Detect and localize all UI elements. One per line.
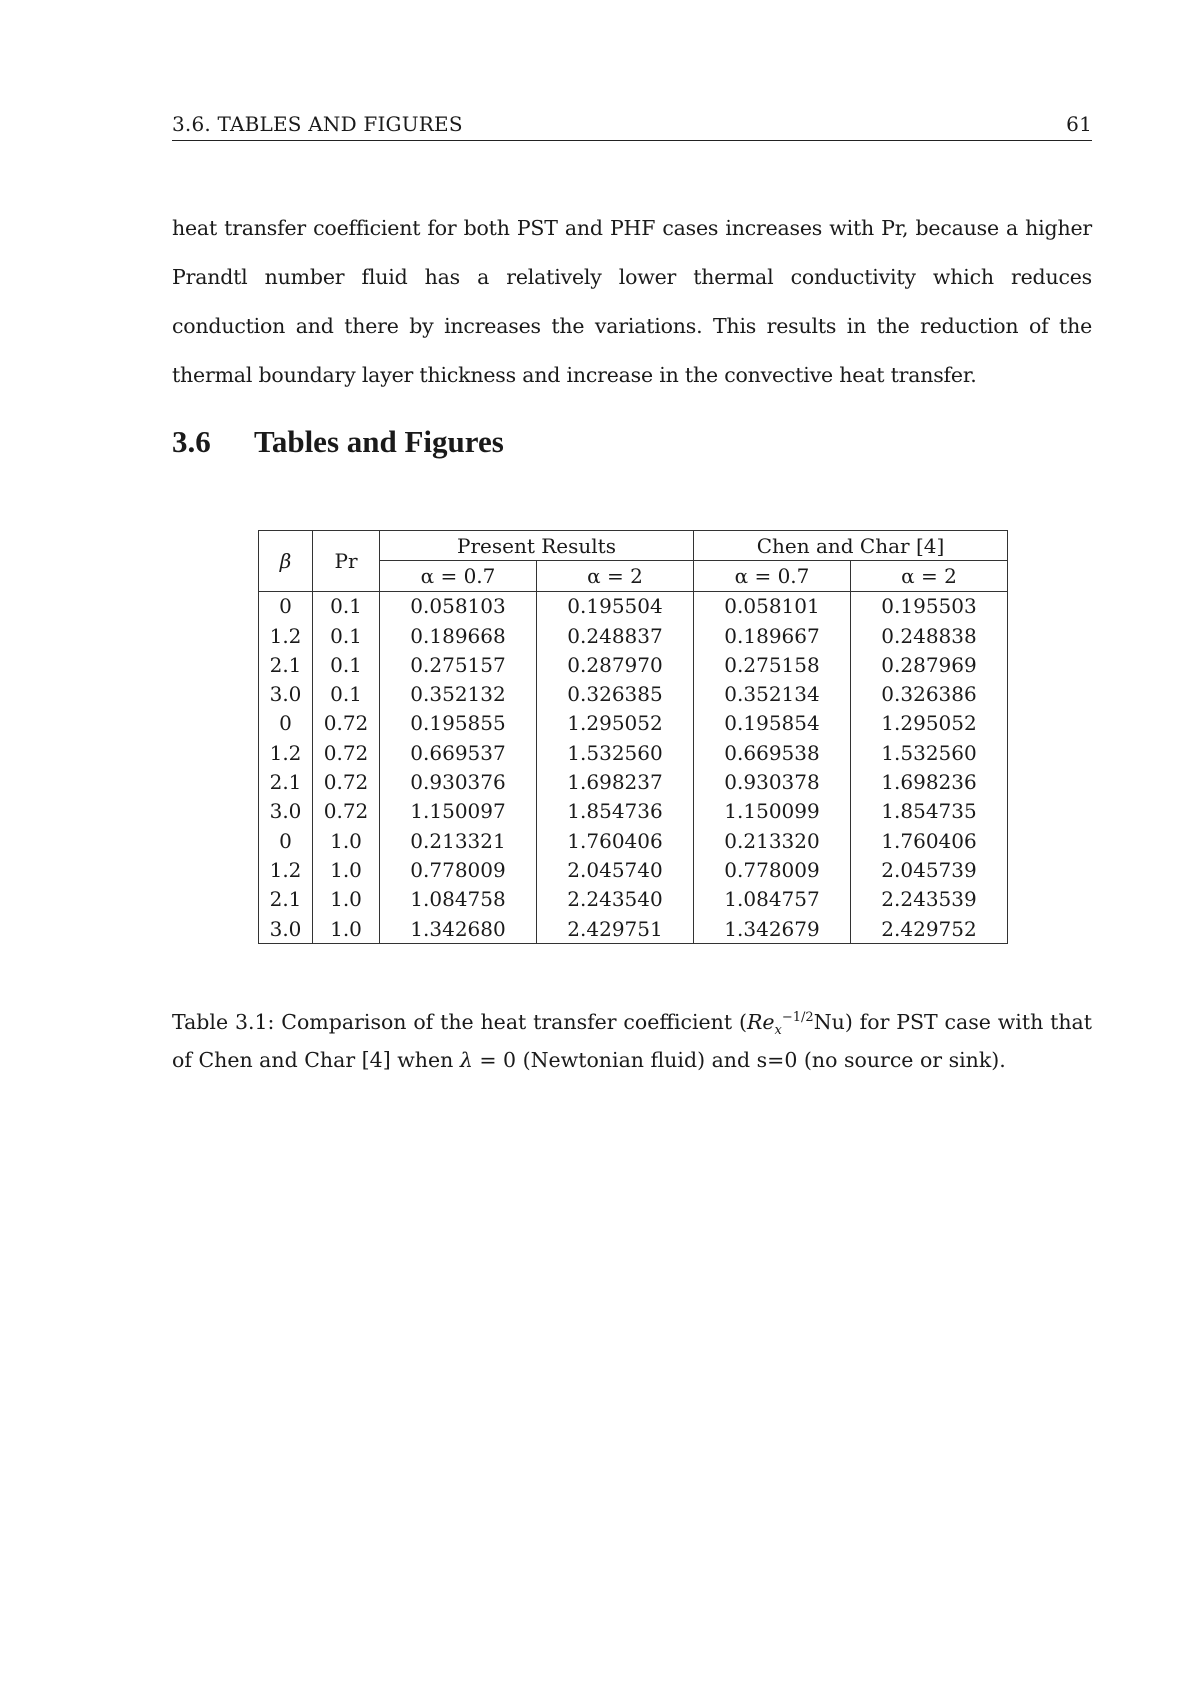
cell-chen-alpha-0-7: 1.084757 xyxy=(694,885,851,914)
cell-chen-alpha-2: 0.248838 xyxy=(851,621,1008,650)
cell-present-alpha-2: 0.326385 xyxy=(537,679,694,708)
cell-pr: 0.1 xyxy=(313,591,380,621)
cell-pr: 0.72 xyxy=(313,709,380,738)
cell-pr: 0.72 xyxy=(313,738,380,767)
running-head xyxy=(172,112,1092,141)
table-row xyxy=(259,679,1008,708)
cell-beta: 3.0 xyxy=(259,914,313,944)
cell-pr: 1.0 xyxy=(313,914,380,944)
body-paragraph: heat transfer coefficient for both PST and PHF cases increases with Pr, because a higher Prandtl number fluid has a relatively lower thermal conductivity which reduces conduction and there by increases the variations. This results in the reduction of the thermal boundary layer thickness and increase in the convective heat transfer. xyxy=(172,215,1092,387)
cell-chen-alpha-2: 0.326386 xyxy=(851,679,1008,708)
cell-chen-alpha-2: 2.045739 xyxy=(851,855,1008,884)
caption-re: Re xyxy=(746,1009,775,1034)
cell-chen-alpha-2: 1.532560 xyxy=(851,738,1008,767)
page-number: 61 xyxy=(1066,112,1092,136)
cell-present-alpha-0-7: 0.195855 xyxy=(380,709,537,738)
cell-beta: 1.2 xyxy=(259,855,313,884)
cell-beta: 2.1 xyxy=(259,650,313,679)
cell-chen-alpha-0-7: 0.778009 xyxy=(694,855,851,884)
table-row xyxy=(259,885,1008,914)
cell-beta: 3.0 xyxy=(259,797,313,826)
cell-present-alpha-2: 0.195504 xyxy=(537,591,694,621)
table-row xyxy=(259,826,1008,855)
cell-present-alpha-2: 2.243540 xyxy=(537,885,694,914)
cell-present-alpha-0-7: 1.150097 xyxy=(380,797,537,826)
cell-pr: 1.0 xyxy=(313,826,380,855)
results-table xyxy=(258,530,1008,944)
cell-chen-alpha-0-7: 0.275158 xyxy=(694,650,851,679)
cell-chen-alpha-2: 2.429752 xyxy=(851,914,1008,944)
running-head-title: 3.6. TABLES AND FIGURES xyxy=(172,112,463,136)
cell-chen-alpha-0-7: 0.930378 xyxy=(694,767,851,796)
cell-beta: 0 xyxy=(259,826,313,855)
cell-present-alpha-0-7: 0.352132 xyxy=(380,679,537,708)
header-chen-char: Chen and Char [4] xyxy=(694,531,1008,561)
table-row xyxy=(259,650,1008,679)
cell-chen-alpha-0-7: 0.669538 xyxy=(694,738,851,767)
cell-pr: 0.1 xyxy=(313,650,380,679)
cell-chen-alpha-2: 1.854735 xyxy=(851,797,1008,826)
cell-chen-alpha-0-7: 0.213320 xyxy=(694,826,851,855)
cell-chen-alpha-0-7: 1.342679 xyxy=(694,914,851,944)
cell-present-alpha-2: 2.429751 xyxy=(537,914,694,944)
table-row xyxy=(259,914,1008,944)
cell-present-alpha-0-7: 0.669537 xyxy=(380,738,537,767)
section-heading xyxy=(172,424,504,460)
caption-text-1: Table 3.1: Comparison of the heat transfer coefficient ( xyxy=(172,1009,747,1034)
cell-chen-alpha-2: 1.760406 xyxy=(851,826,1008,855)
cell-present-alpha-0-7: 1.342680 xyxy=(380,914,537,944)
cell-chen-alpha-2: 0.287969 xyxy=(851,650,1008,679)
cell-present-alpha-0-7: 0.275157 xyxy=(380,650,537,679)
cell-beta: 1.2 xyxy=(259,738,313,767)
section-title: Tables and Figures xyxy=(254,424,504,459)
table-caption xyxy=(172,1003,1092,1076)
table-row xyxy=(259,738,1008,767)
cell-chen-alpha-0-7: 0.352134 xyxy=(694,679,851,708)
header-chen-alpha-0-7: α = 0.7 xyxy=(694,561,851,591)
cell-chen-alpha-2: 0.195503 xyxy=(851,591,1008,621)
cell-beta: 3.0 xyxy=(259,679,313,708)
cell-pr: 0.1 xyxy=(313,621,380,650)
table-row xyxy=(259,709,1008,738)
section-number: 3.6 xyxy=(172,424,211,459)
cell-present-alpha-2: 1.295052 xyxy=(537,709,694,738)
cell-pr: 0.72 xyxy=(313,767,380,796)
cell-beta: 0 xyxy=(259,709,313,738)
header-chen-alpha-2: α = 2 xyxy=(851,561,1008,591)
cell-present-alpha-2: 1.532560 xyxy=(537,738,694,767)
cell-beta: 1.2 xyxy=(259,621,313,650)
cell-present-alpha-2: 1.760406 xyxy=(537,826,694,855)
cell-present-alpha-2: 0.287970 xyxy=(537,650,694,679)
cell-present-alpha-0-7: 1.084758 xyxy=(380,885,537,914)
cell-present-alpha-0-7: 0.930376 xyxy=(380,767,537,796)
cell-beta: 2.1 xyxy=(259,885,313,914)
header-present-alpha-2: α = 2 xyxy=(537,561,694,591)
cell-present-alpha-0-7: 0.213321 xyxy=(380,826,537,855)
cell-pr: 1.0 xyxy=(313,855,380,884)
cell-present-alpha-0-7: 0.189668 xyxy=(380,621,537,650)
header-present-results: Present Results xyxy=(380,531,694,561)
cell-chen-alpha-2: 1.295052 xyxy=(851,709,1008,738)
cell-present-alpha-2: 2.045740 xyxy=(537,855,694,884)
caption-lambda: λ xyxy=(459,1048,473,1073)
cell-pr: 1.0 xyxy=(313,885,380,914)
cell-chen-alpha-0-7: 0.058101 xyxy=(694,591,851,621)
cell-chen-alpha-2: 2.243539 xyxy=(851,885,1008,914)
table-body xyxy=(259,591,1008,944)
table-row xyxy=(259,621,1008,650)
cell-present-alpha-2: 0.248837 xyxy=(537,621,694,650)
cell-pr: 0.1 xyxy=(313,679,380,708)
table-row xyxy=(259,855,1008,884)
cell-chen-alpha-2: 1.698236 xyxy=(851,767,1008,796)
cell-beta: 0 xyxy=(259,591,313,621)
cell-beta: 2.1 xyxy=(259,767,313,796)
cell-chen-alpha-0-7: 1.150099 xyxy=(694,797,851,826)
cell-chen-alpha-0-7: 0.189667 xyxy=(694,621,851,650)
caption-text-2: Nu) for PST case with that of Chen and Char [4] when xyxy=(172,1009,1093,1073)
header-present-alpha-0-7: α = 0.7 xyxy=(380,561,537,591)
cell-present-alpha-2: 1.854736 xyxy=(537,797,694,826)
caption-re-sup: −1/2 xyxy=(781,1009,814,1025)
cell-chen-alpha-0-7: 0.195854 xyxy=(694,709,851,738)
header-pr: Pr xyxy=(313,531,380,592)
cell-present-alpha-0-7: 0.058103 xyxy=(380,591,537,621)
header-beta: β xyxy=(259,531,313,592)
cell-present-alpha-0-7: 0.778009 xyxy=(380,855,537,884)
cell-present-alpha-2: 1.698237 xyxy=(537,767,694,796)
table-row xyxy=(259,591,1008,621)
cell-pr: 0.72 xyxy=(313,797,380,826)
caption-re-sub: x xyxy=(774,1022,782,1038)
table-row xyxy=(259,797,1008,826)
table-header xyxy=(259,531,1008,592)
caption-text-3: = 0 (Newtonian fluid) and s=0 (no source or sink). xyxy=(472,1048,1006,1073)
table-row xyxy=(259,767,1008,796)
